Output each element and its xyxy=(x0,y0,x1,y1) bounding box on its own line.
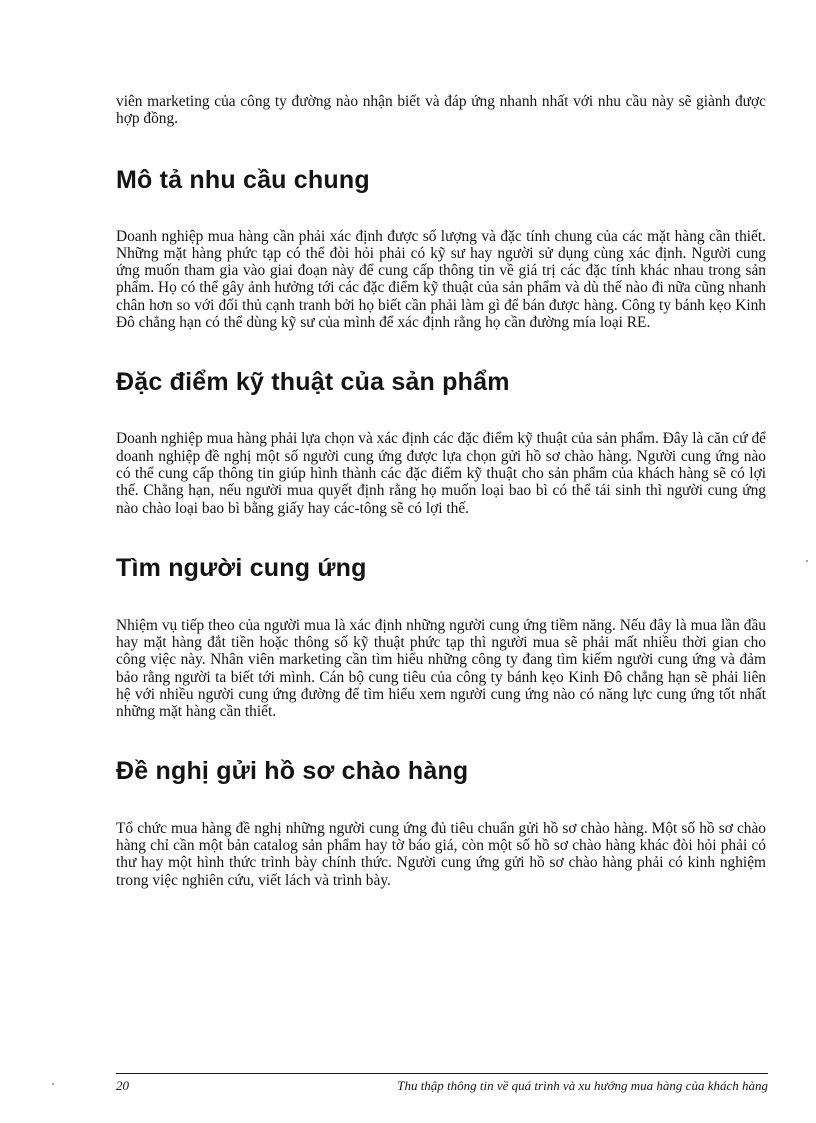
page-content xyxy=(116,90,766,889)
page-footer xyxy=(116,1078,768,1094)
section-heading-find-suppliers: Tìm người cung ứng xyxy=(116,553,367,582)
section-heading-product-specs: Đặc điểm kỹ thuật của sản phẩm xyxy=(116,368,510,397)
section-heading-request-proposals: Đề nghị gửi hồ sơ chào hàng xyxy=(116,756,469,785)
section-heading-general-need: Mô tả nhu cầu chung xyxy=(116,165,370,194)
section-body-product-specs: Doanh nghiệp mua hàng phải lựa chọn và xác định các đặc điểm kỹ thuật của sản phẩm. Đây là căn cứ để doanh nghiệp đề nghị một số người cung ứng được lựa chọn gửi hồ sơ chào hàng. Người cung ứng nào có thể cung cấp thông tin giúp hình thành các đặc điểm kỹ thuật cho sản phẩm của khách hàng sẽ có lợi thế. Chẳng hạn, nếu người mua quyết định rằng họ muốn loại bao bì có thể tái sinh thì người cung ứng nào chào loại bao bì bằng giấy hay các-tông sẽ có lợi thế. xyxy=(116,430,766,517)
page-number: 20 xyxy=(116,1078,129,1093)
section-body-request-proposals: Tổ chức mua hàng đề nghị những người cung ứng đủ tiêu chuẩn gửi hồ sơ chào hàng. Một số hồ sơ chào hàng chỉ cần một bản catalog sản phẩm hay tờ báo giá, còn một số hồ sơ chào hàng khác đòi hỏi phải có thư hay một hình thức trình bày chính thức. Người cung ứng gửi hồ sơ chào hàng phải có kinh nghiệm trong việc nghiên cứu, viết lách và trình bày. xyxy=(116,819,766,889)
footer-divider xyxy=(116,1073,768,1074)
scan-speck xyxy=(52,1083,54,1085)
scan-speck xyxy=(806,560,808,562)
intro-paragraph: viên marketing của công ty đường nào nhận biết và đáp ứng nhanh nhất với nhu cầu này sẽ giành được hợp đồng. xyxy=(116,93,766,128)
running-title: Thu thập thông tin về quá trình và xu hướng mua hàng của khách hàng xyxy=(397,1078,768,1093)
section-body-general-need: Doanh nghiệp mua hàng cần phải xác định được số lượng và đặc tính chung của các mặt hàng cần thiết. Những mặt hàng phức tạp có thể đòi hỏi phải có kỹ sư hay người sử dụng cùng xác định. Người cung ứng muốn tham gia vào giai đoạn này để cung cấp thông tin về giá trị các đặc tính khác nhau trong sản phẩm. Họ có thể gây ảnh hưởng tới các đặc điểm kỹ thuật của sản phẩm và dù thế nào đi nữa cũng nhanh chân hơn so với đối thủ cạnh tranh bởi họ biết cần phải làm gì để bán được hàng. Công ty bánh kẹo Kinh Đô chẳng hạn có thể dùng kỹ sư của mình để xác định rằng họ cần đường mía loại RE. xyxy=(116,227,766,332)
section-body-find-suppliers: Nhiệm vụ tiếp theo của người mua là xác định những người cung ứng tiềm năng. Nếu đây là mua lần đầu hay mặt hàng đắt tiền hoặc thông số kỹ thuật phức tạp thì người mua sẽ phải mất nhiều thời gian cho công việc này. Nhân viên marketing cần tìm hiểu những công ty đang tìm kiếm người cung ứng và đảm bảo rằng người ta biết tới mình. Cán bộ cung tiêu của công ty bánh kẹo Kinh Đô chẳng hạn sẽ phải liên hệ với nhiều người cung ứng đường để tìm hiểu xem người cung ứng nào có năng lực cung ứng tốt nhất những mặt hàng cần thiết. xyxy=(116,616,766,721)
